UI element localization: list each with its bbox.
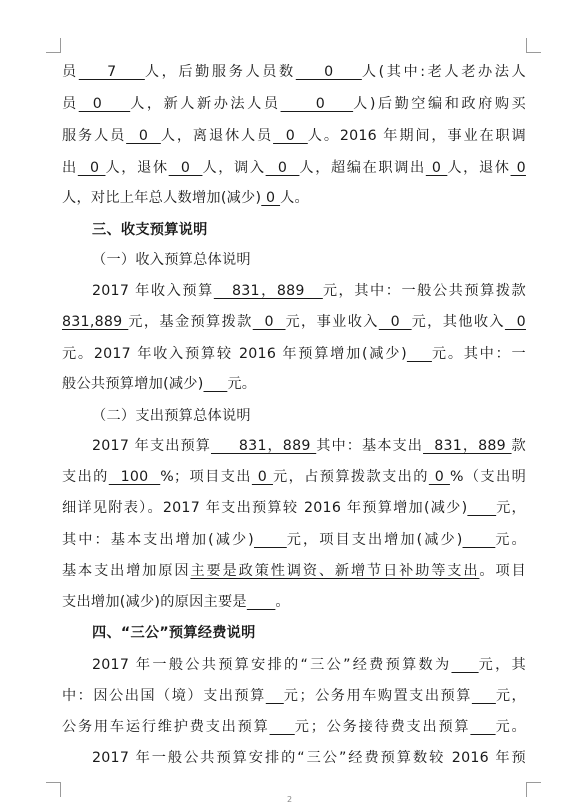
underlined-field	[451, 657, 478, 673]
text-segment: 款	[511, 438, 526, 454]
text-segment: 元。	[227, 376, 257, 392]
text-segment: 人。2016 年期间，事业在职调	[307, 128, 526, 144]
text-line	[62, 188, 526, 208]
text-segment: 支出的	[62, 469, 109, 485]
underlined-field	[266, 688, 284, 704]
crop-mark-top-left	[46, 38, 61, 53]
text-segment: 元，	[496, 500, 526, 516]
text-segment: 元。其中：一	[431, 346, 526, 362]
text-segment: 2017 年支出预算	[92, 438, 211, 454]
crop-mark-bottom-left	[46, 782, 61, 797]
text-line	[62, 498, 526, 518]
text-line	[62, 374, 526, 394]
text-segment: 人，对比上年总人数增加(减少)	[62, 190, 262, 206]
text-segment: 元，基金预算拨款	[128, 314, 253, 330]
underlined-field: 0	[510, 160, 526, 176]
page-number: 2	[287, 795, 293, 804]
text-segment: 其中：基本支出	[316, 438, 424, 454]
text-segment: 人，离退休人员	[160, 128, 274, 144]
text-line	[62, 592, 526, 612]
text-segment: 元，项目支出增加(减少)	[286, 532, 463, 548]
text-segment: 四、“三公”预算经费说明	[92, 625, 256, 641]
text-segment: 基本支出增加原因	[62, 563, 191, 579]
underlined-field: 0	[425, 160, 448, 176]
underlined-field: 831，889	[423, 438, 512, 454]
underlined-field	[247, 594, 276, 610]
text-segment: 。项目	[479, 563, 526, 579]
underlined-field	[254, 532, 287, 548]
text-segment: 出	[62, 160, 78, 176]
underlined-field: 0	[378, 314, 412, 330]
text-line	[62, 312, 526, 332]
text-line	[62, 530, 526, 550]
crop-mark-top-right	[526, 38, 541, 53]
subsection-heading-income	[62, 250, 526, 270]
text-line	[62, 344, 526, 364]
underlined-field: 0	[126, 128, 161, 144]
text-segment: 元，其	[478, 657, 526, 673]
text-segment: 元。	[495, 532, 526, 548]
text-segment: 人，退休	[447, 160, 511, 176]
underlined-field	[463, 532, 496, 548]
text-segment: 元。	[495, 719, 526, 735]
text-line	[62, 281, 526, 301]
section-heading-4	[62, 623, 526, 643]
underlined-field	[270, 719, 295, 735]
text-segment: 人，新人新办法人员	[130, 96, 281, 112]
text-segment: 元，	[495, 688, 526, 704]
text-segment: 般公共预算增加(减少)	[62, 376, 204, 392]
text-segment: 2017 年收入预算	[92, 283, 214, 299]
text-segment: 员	[62, 64, 79, 80]
text-segment: 元，事业收入	[285, 314, 379, 330]
text-segment: 支出增加(减少)的原因主要是	[62, 594, 247, 610]
underlined-field: 831，889	[213, 283, 323, 299]
text-segment: （二）支出预算总体说明	[92, 408, 251, 424]
underlined-field: 0	[261, 190, 281, 206]
text-segment: 元，其他收入	[411, 314, 505, 330]
text-segment: 人，后勤服务人员数	[144, 64, 296, 80]
underlined-field	[467, 500, 496, 516]
text-segment: 人，退休	[105, 160, 169, 176]
text-segment: 元，其中：一般公共预算拨款	[322, 283, 526, 299]
section-heading-3	[62, 220, 526, 240]
text-segment: 中：因公出国（境）支出预算	[62, 688, 266, 704]
crop-mark-bottom-right	[526, 782, 541, 797]
underlined-field: 0	[78, 96, 131, 112]
text-segment: 元。2017 年收入预算较 2016 年预算增加(减少)	[62, 346, 407, 362]
text-segment: 元，占预算拨款支出的	[272, 469, 429, 485]
text-segment: 元；公务用车购置支出预算	[283, 688, 472, 704]
text-segment: 细详见附表）。2017 年支出预算较 2016 年预算增加(减少)	[62, 500, 468, 516]
text-segment: 。	[275, 594, 290, 610]
text-line	[62, 126, 526, 146]
text-line	[62, 62, 526, 82]
underlined-field: 0	[273, 128, 308, 144]
underlined-field: 0	[428, 469, 450, 485]
text-line	[62, 686, 526, 706]
underlined-field: 0	[295, 64, 362, 80]
underlined-field: 0	[251, 469, 273, 485]
underlined-field	[470, 719, 495, 735]
text-line	[62, 158, 526, 178]
text-segment: 元；公务接待费支出预算	[294, 719, 471, 735]
underlined-field: 7	[78, 64, 145, 80]
text-line	[62, 748, 526, 768]
text-line	[62, 655, 526, 675]
text-segment: %（支出明	[449, 469, 526, 485]
underlined-field: 0	[252, 314, 286, 330]
underlined-field	[472, 688, 496, 704]
underlined-field: 831，889	[210, 438, 317, 454]
text-segment: 2017 年一般公共预算安排的“三公”经费预算数为	[92, 657, 452, 673]
text-line	[62, 467, 526, 487]
text-line	[62, 436, 526, 456]
underlined-field: 主要是政策性调资、新增节日补助等支出	[190, 563, 480, 579]
text-line	[62, 94, 526, 114]
text-segment: 人，超编在职调出	[299, 160, 426, 176]
underlined-field: 0	[280, 96, 354, 112]
text-segment: %；项目支出	[160, 469, 252, 485]
underlined-field: 831,889	[62, 314, 129, 330]
text-line	[62, 561, 526, 581]
underlined-field: 0	[77, 160, 106, 176]
text-segment: 人，调入	[202, 160, 266, 176]
text-segment: 服务人员	[62, 128, 127, 144]
text-segment: 三、收支预算说明	[92, 222, 208, 238]
text-segment: 公务用车运行维护费支出预算	[62, 719, 270, 735]
underlined-field: 0	[504, 314, 526, 330]
text-segment: 人。	[280, 190, 309, 206]
text-segment: 2017 年一般公共预算安排的“三公”经费预算数较 2016 年预	[92, 750, 526, 766]
text-segment: （一）收入预算总体说明	[92, 252, 251, 268]
underlined-field	[407, 346, 432, 362]
text-segment: 人)后勤空编和政府购买	[353, 96, 526, 112]
text-segment: 人(其中:老人老办法人	[361, 64, 526, 80]
text-segment: 其中：基本支出增加(减少)	[62, 532, 254, 548]
text-line	[62, 717, 526, 737]
underlined-field: 100	[108, 469, 161, 485]
underlined-field: 0	[168, 160, 203, 176]
subsection-heading-expenditure	[62, 406, 526, 426]
underlined-field	[204, 376, 228, 392]
text-segment: 员	[62, 96, 79, 112]
underlined-field: 0	[265, 160, 300, 176]
